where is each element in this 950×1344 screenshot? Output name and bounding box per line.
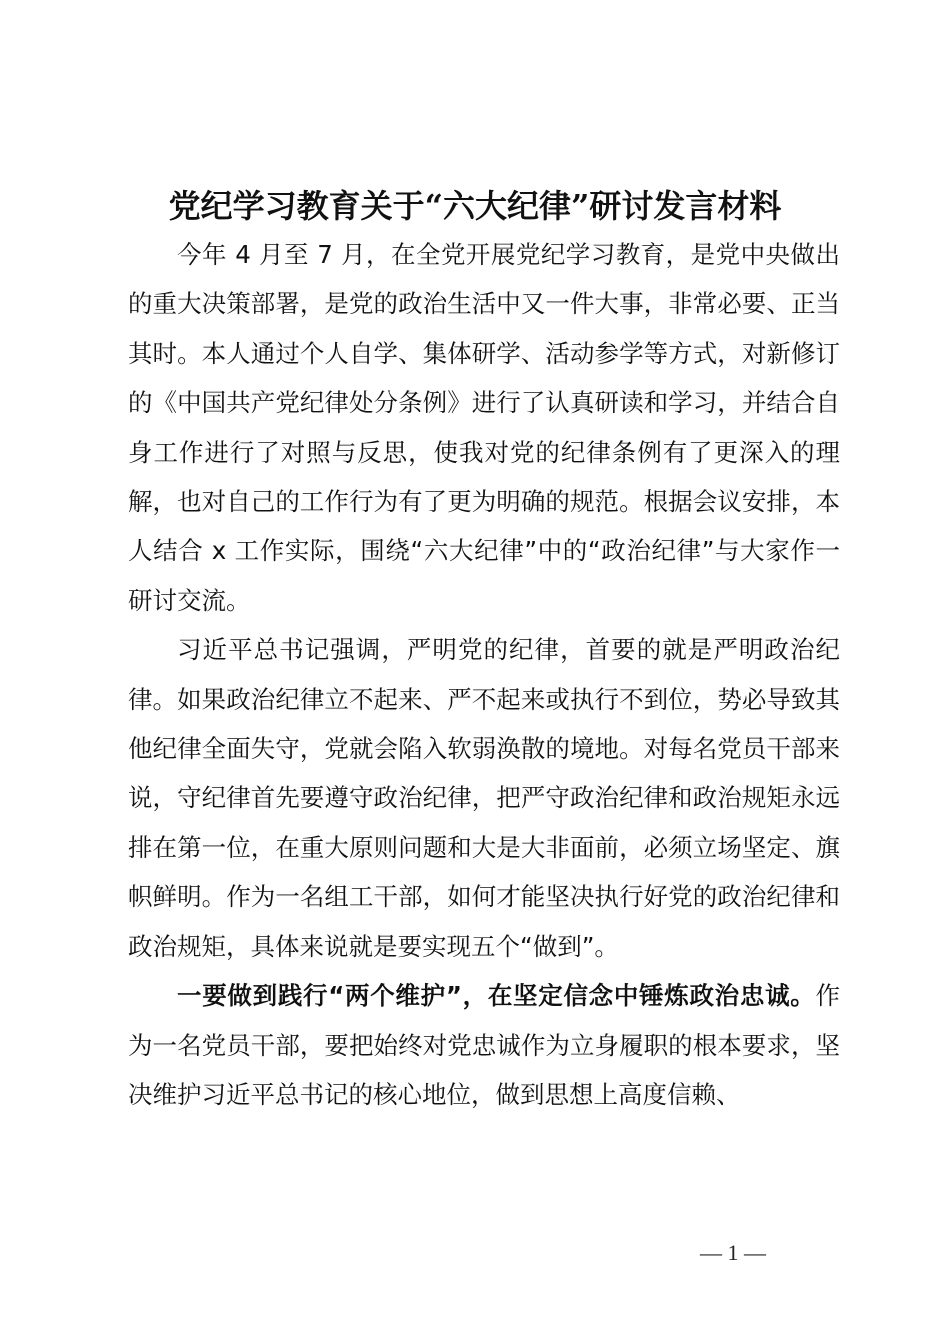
paragraph-first-requirement [128, 971, 840, 1119]
paragraph-lead-heading: 一要做到践行“两个维护”，在坚定信念中锤炼政治忠诚。 [177, 981, 816, 1011]
paragraph-lead-body: 作为一名党员干部，要把始终对党忠诚作为立身履职的根本要求，坚决维护习近平总书记的核心地位，做到思想上高度信赖、 [128, 981, 840, 1109]
paragraph-political-discipline: 习近平总书记强调，严明党的纪律，首要的就是严明政治纪律。如果政治纪律立不起来、严不起来或执行不到位，势必导致其他纪律全面失守，党就会陷入软弱涣散的境地。对每名党员干部来说，守纪律首先要遵守政治纪律，把严守政治纪律和政治规矩永远排在第一位，在重大原则问题和大是大非面前，必须立场坚定、旗帜鲜明。作为一名组工干部，如何才能坚决执行好党的政治纪律和政治规矩，具体来说就是要实现五个“做到”。 [128, 635, 840, 961]
document-title: 党纪学习教育关于“六大纪律”研讨发言材料 [168, 187, 782, 225]
page-number: — 1 — [700, 1240, 766, 1265]
document-body [128, 230, 840, 1119]
paragraph-intro: 今年 4 月至 7 月，在全党开展党纪学习教育，是党中央做出的重大决策部署，是党的政治生活中又一件大事，非常必要、正当其时。本人通过个人自学、集体研学、活动参学等方式，对新修订的《中国共产党纪律处分条例》进行了认真研读和学习，并结合自身工作进行了对照与反思，使我对党的纪律条例有了更深入的理解，也对自己的工作行为有了更为明确的规范。根据会议安排，本人结合 x 工作实际，围绕“六大纪律”中的“政治纪律”与大家作一研讨交流。 [128, 240, 840, 615]
